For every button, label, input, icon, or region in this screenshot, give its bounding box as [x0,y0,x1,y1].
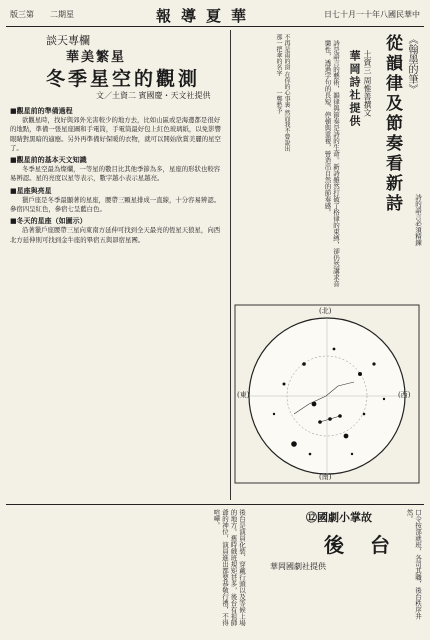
opera-story [6,504,424,635]
section-text: 冬季星空最為燦爛，一等星的數目比其他季節為多，星座的形狀也較容易辨認。星的亮度以星等表示，數字越小表示星越亮。 [10,165,221,183]
article-subtitle: 華美繁星 [66,50,127,65]
star [283,383,286,386]
star [309,453,312,456]
star-map-label-south: (南) [319,473,332,481]
opera-story-body: 後台是演員化裝、穿戴行頭以及等候上場的地方。舊時戲班規矩甚多，後台有祖師爺的神位，演員進出都要恭敬行禮，不得喧嘩。 [212,509,246,626]
column-divider [230,30,231,500]
paper-name: 報導夏華 [156,7,257,25]
star [363,413,366,416]
article-body [10,104,224,496]
star [333,348,336,351]
opera-story-title: 後台 [324,533,416,557]
star [328,417,332,421]
issue-date: 日七十月一十年八國民華中 [324,10,420,19]
star [273,413,275,415]
section-heading: ■星座與亮星 [10,185,52,195]
article-headline: 冬季星空的觀測 [46,68,201,90]
opera-story-credit: 華岡國劇社提供 [270,562,326,571]
right-edge-stub: 詩的語言必須精鍊 [414,194,422,246]
star [312,402,317,407]
poem-excerpt: 不再是雨的窗 在你的心事裏 然而我不曾說出 那一把傘的名字 一鄭愁予 [275,34,290,152]
astronomy-article [6,30,228,500]
column-tag: 《翰墨的筆》 [406,34,417,94]
section-heading: ■冬天的星座（如圖示） [10,216,87,226]
newspaper-page [6,4,424,634]
poetry-article [234,30,424,300]
star-map-svg [234,304,420,484]
poetry-body: 詩是語言的藝術，韻律與節奏是詩的生命。新詩雖然打破了格律的束縛，卻仍然講求音樂性，透過字句的長短、停頓與重複，營造出自然的節奏感。 [323,40,340,287]
article-kicker: 談天專欄 [46,34,90,47]
star [338,414,342,418]
section-text: 欲觀星時，找好與郊外光害較少的地方去，比如山區或是海邊都是很好的地點，準備一張星座圖和手電筒，手電筒最好包上紅色玻璃紙，以免影響眼睛對黑暗的適應。另外再準備好保暖的衣物，就可以開始欣賞美麗的星空了。 [10,116,221,152]
star [302,362,306,366]
star [344,434,349,439]
star [358,372,362,376]
masthead [6,4,424,27]
page-info: 版三第 二期星 [10,10,74,19]
section-text: 獵戶座是冬季最顯著的星座，腰帶三顆星排成一直線，十分容易辨認。參宿四呈紅色，參宿七呈藍白色。 [10,195,221,214]
star [372,362,375,365]
star [318,420,322,424]
star-map-label-east: (東) [237,391,250,399]
opera-story-continued: 口令按部就班，各司其職，後台秩序井然。 [405,509,422,620]
section-heading: ■觀星前的準備過程 [10,106,73,115]
poetry-author: 土資三 周惟善撰文 [363,50,372,117]
article-byline: 文／土資二 賓國慶・天文社提供 [96,91,211,100]
star [383,398,385,400]
star-map-label-west: (西) [398,391,411,399]
winter-star-map [234,304,420,484]
star [351,453,353,455]
star-map-label-north: (北) [319,307,332,315]
section-heading: ■觀星前的基本天文知識 [10,155,87,165]
star [291,441,297,447]
poetry-club: 華岡詩社提供 [348,50,361,128]
opera-story-tag: ⑫國劇小掌故 [306,511,372,524]
section-text: 沿著獵戶座腰帶三星向東南方延伸可找到全天最亮的恆星天狼星，向西北方延伸則可找到金牛座的畢宿五與昴宿星團。 [10,226,221,244]
poetry-title: 從韻律及節奏看新詩 [382,34,402,214]
